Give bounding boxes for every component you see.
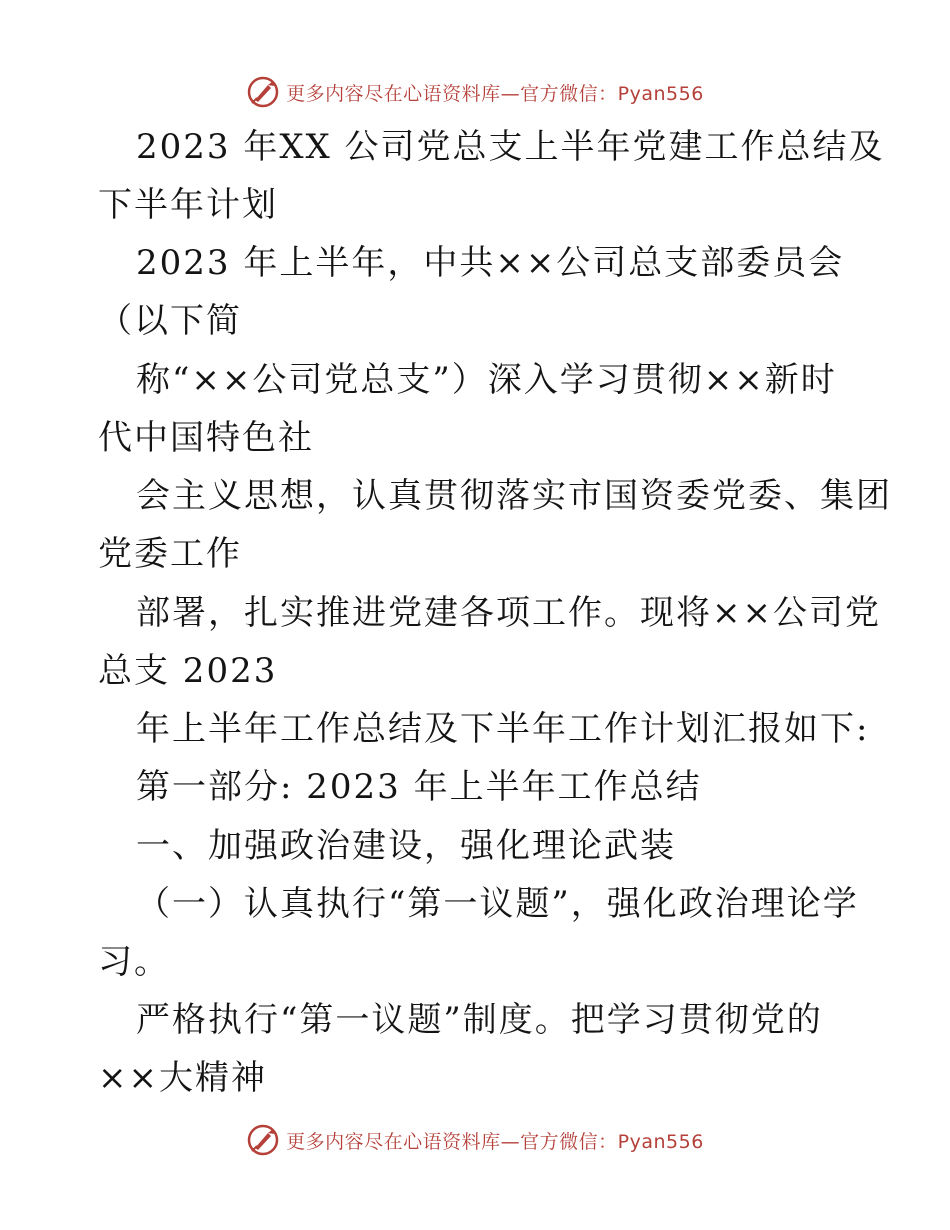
watermark-text: 更多内容尽在心语资料库—官方微信：Pyan556 [286,82,704,105]
item-heading-line-2: 习。 [98,942,170,982]
paragraph-line: 党委工作 [98,534,242,574]
paragraph-line: ××大精神 [98,1058,267,1098]
paragraph-line: 总支 2023 [98,651,278,691]
watermark-text: 更多内容尽在心语资料库—官方微信：Pyan556 [286,1130,704,1153]
paragraph-line: 严格执行“第一议题”制度。把学习贯彻党的 [136,1000,823,1040]
quill-pen-logo-icon [246,1123,280,1157]
paragraph-line: 会主义思想，认真贯彻落实市国资委党委、集团 [136,476,892,516]
paragraph-line: 2023 年上半年，中共××公司总支部委员会 [136,243,845,283]
paragraph-line: （以下简 [98,301,242,341]
subsection-heading: 一、加强政治建设，强化理论武装 [136,826,676,866]
document-title-line-2: 下半年计划 [98,185,278,225]
watermark-footer [0,1120,950,1160]
paragraph-line: 部署，扎实推进党建各项工作。现将××公司党 [136,593,881,633]
paragraph-line: 称“××公司党总支”）深入学习贯彻××新时 [136,360,837,400]
paragraph-line: 年上半年工作总结及下半年工作计划汇报如下: [136,709,870,749]
quill-pen-logo-icon [246,75,280,109]
section-heading: 第一部分: 2023 年上半年工作总结 [136,767,702,807]
watermark-header [0,72,950,112]
paragraph-line: 代中国特色社 [98,418,314,458]
document-title-line-1: 2023 年XX 公司党总支上半年党建工作总结及 [136,127,885,167]
item-heading-line-1: （一）认真执行“第一议题”，强化政治理论学 [136,884,859,924]
